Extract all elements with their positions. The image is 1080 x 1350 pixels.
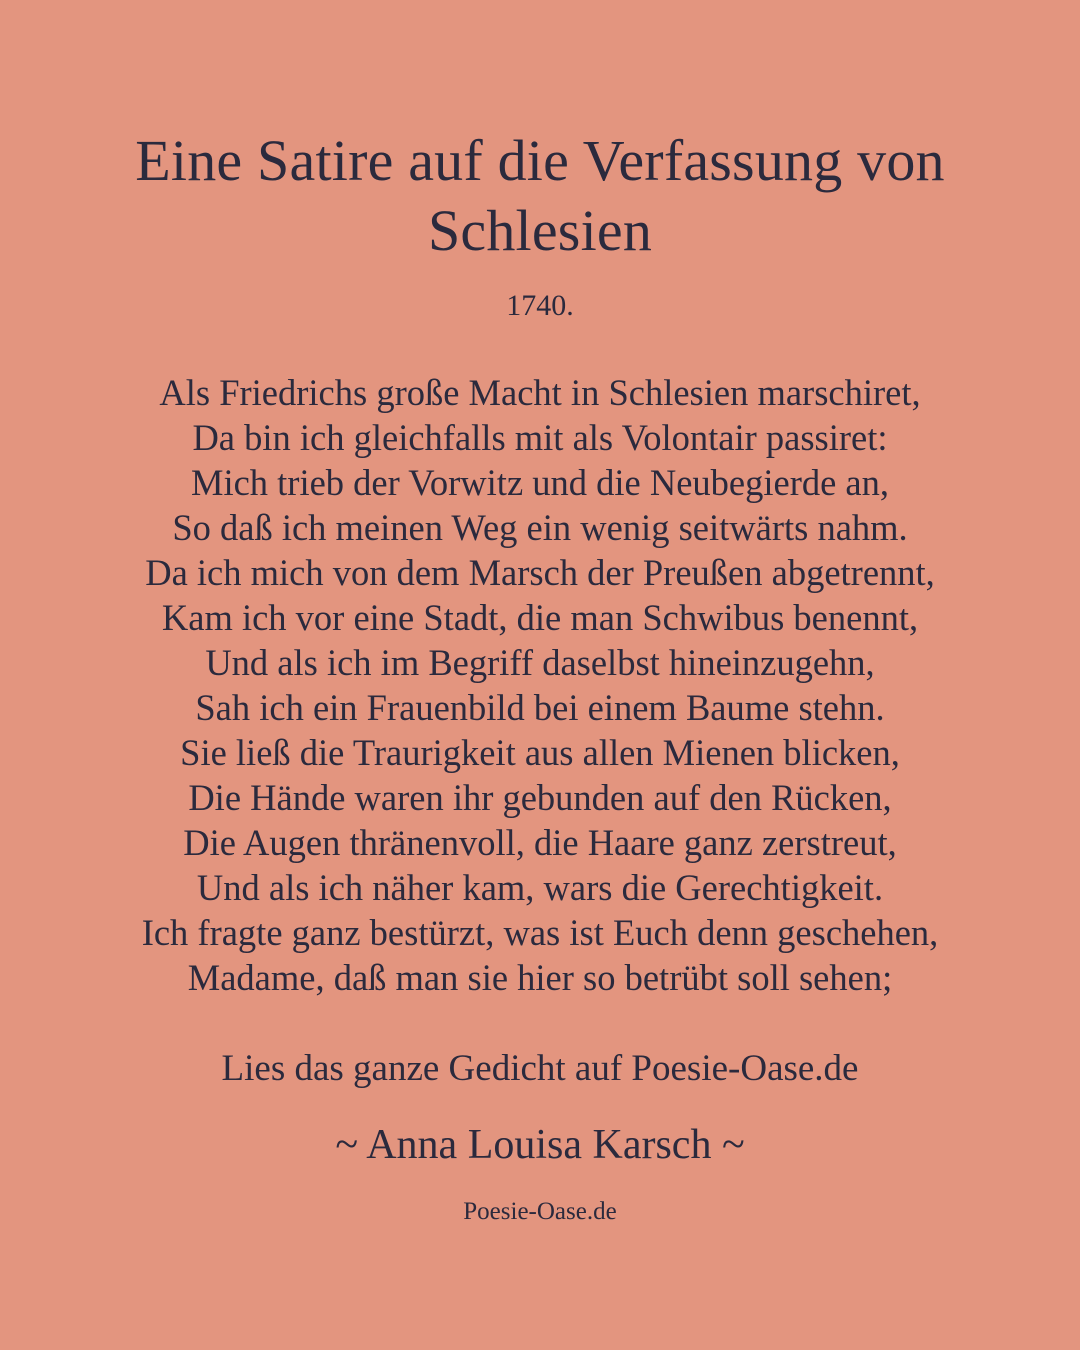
poem-line: Die Augen thränenvoll, die Haare ganz zerstreut,	[183, 822, 897, 863]
poem-title	[60, 126, 1020, 266]
poem-line: Sah ich ein Frauenbild bei einem Baume stehn.	[195, 687, 885, 728]
poem-year: 1740.	[506, 289, 574, 322]
poem-line: Als Friedrichs große Macht in Schlesien marschiret,	[159, 372, 921, 413]
poem-author: ~ Anna Louisa Karsch ~	[335, 1122, 745, 1168]
poem-line: Da bin ich gleichfalls mit als Volontair passiret:	[192, 417, 888, 458]
site-credit: Poesie-Oase.de	[463, 1198, 617, 1225]
poem-line: Sie ließ die Traurigkeit aus allen Mienen blicken,	[180, 732, 900, 773]
poem-line: Da ich mich von dem Marsch der Preußen abgetrennt,	[145, 552, 935, 593]
poem-line: So daß ich meinen Weg ein wenig seitwärts nahm.	[172, 507, 908, 548]
read-full-poem-text: Lies das ganze Gedicht auf Poesie-Oase.de	[221, 1048, 859, 1089]
poem-body	[40, 370, 1040, 1000]
poem-title-line-1: Eine Satire auf die Verfassung von	[135, 128, 945, 193]
poem-line: Ich fragte ganz bestürzt, was ist Euch denn geschehen,	[141, 912, 939, 953]
poem-line: Und als ich im Begriff daselbst hineinzugehn,	[205, 642, 875, 683]
poem-line: Und als ich näher kam, wars die Gerechtigkeit.	[196, 867, 884, 908]
poem-line: Mich trieb der Vorwitz und die Neubegierde an,	[190, 462, 890, 503]
poem-line: Kam ich vor eine Stadt, die man Schwibus benennt,	[161, 597, 919, 638]
poem-title-line-2: Schlesien	[427, 198, 653, 263]
poem-line: Madame, daß man sie hier so betrübt soll sehen;	[187, 957, 893, 998]
poem-line: Die Hände waren ihr gebunden auf den Rücken,	[188, 777, 892, 818]
